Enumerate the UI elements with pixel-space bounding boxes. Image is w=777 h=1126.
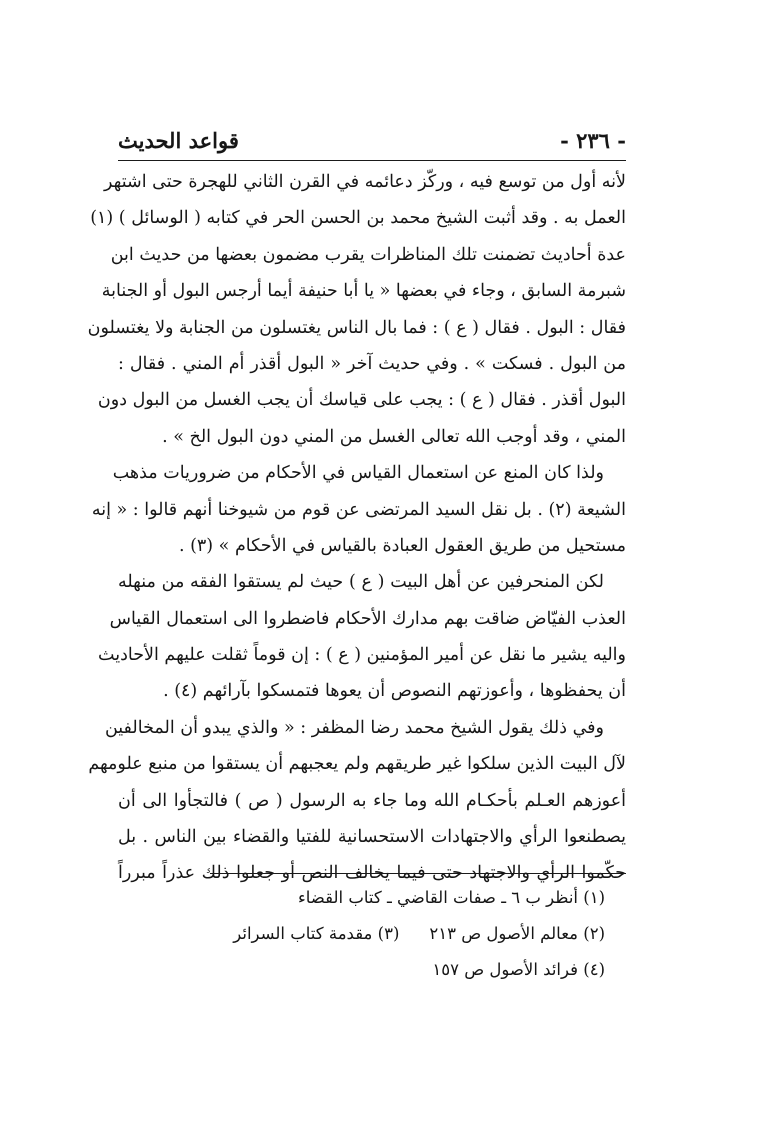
footnote-1: (١) أنظر ب ٦ ـ صفات القاضي ـ كتاب القضاء [298, 888, 605, 907]
footnote-3: (٣) مقدمة كتاب السرائر [233, 924, 400, 943]
text-line: لآل البيت الذين سلكوا غير طريقهم ولم يعجبهم أن يستقوا من منبع علومهم [88, 754, 626, 775]
footnote-4: (٤) فرائد الأصول ص ١٥٧ [432, 960, 605, 979]
text-line: أن يحفظوها ، وأعوزتهم النصوص أن يعوها فتمسكوا بآرائهم (٤) . [163, 681, 626, 702]
footnote-divider [210, 873, 626, 874]
text-line: من البول . فسكت » . وفي حديث آخر « البول أقذر أم المني . فقال : [118, 353, 626, 374]
text-line: المني ، وقد أوجب الله تعالى الغسل من المني دون البول الخ » . [162, 426, 626, 447]
page-number: - ٢٣٦ - [560, 128, 626, 153]
text-line: عدة أحاديث تضمنت تلك المناظرات يقرب مضمون بعضها من حديث ابن [110, 244, 626, 265]
text-line: أعوزهم العـلم بأحكـام الله وما جاء به الرسول ( ص ) فالتجأوا الى أن [118, 790, 626, 811]
text-line: فقال : البول . فقال ( ع ) : فما بال الناس يغتسلون من الجنابة ولا يغتسلون [87, 317, 626, 338]
text-line: حكّموا الرأي والاجتهاد حتى فيما يخالف النص أو جعلوا ذلك عذراً مبرراً [118, 863, 626, 884]
text-line: يصطنعوا الرأي والاجتهادات الاستحسانية للفتيا والقضاء بين الناس . بل [118, 827, 626, 848]
text-line: لأنه أول من توسع فيه ، وركّز دعائمه في القرن الثاني للهجرة حتى اشتهر [104, 172, 626, 192]
text-line: شبرمة السابق ، وجاء في بعضها « يا أبا حنيفة أيما أرجس البول أو الجنابة [101, 281, 626, 302]
footnotes [200, 880, 605, 988]
text-line: العذب الفيّاض ضاقت بهم مدارك الأحكام فاضطروا الى استعمال القياس [109, 608, 626, 629]
footnote-2: (٢) معالم الأصول ص ٢١٣ [429, 924, 605, 943]
page-header [118, 120, 626, 161]
text-line: البول أقذر . فقال ( ع ) : يجب على قياسك أن يجب الغسل من البول دون [97, 390, 626, 411]
footnote-row-2-3 [200, 916, 605, 952]
main-text [87, 164, 626, 892]
text-line: لكن المنحرفين عن أهل البيت ( ع ) حيث لم يستقوا الفقه من منهله [118, 572, 604, 593]
text-line: وفي ذلك يقول الشيخ محمد رضا المظفر : « والذي يبدو أن المخالفين [104, 717, 604, 738]
running-title: قواعد الحديث [118, 128, 239, 153]
text-line: العمل به . وقد أثبت الشيخ محمد بن الحسن الحر في كتابه ( الوسائل ) (١) [90, 208, 626, 229]
text-line: واليه يشير ما نقل عن أمير المؤمنين ( ع ) : إن قوماً ثقلت عليهم الأحاديث [98, 645, 626, 666]
text-line: الشيعة (٢) . بل نقل السيد المرتضى عن قوم من شيوخنا أنهم قالوا : « إنه [91, 499, 626, 520]
text-line: ولذا كان المنع عن استعمال القياس في الأحكام من ضروريات مذهب [112, 463, 604, 484]
text-line: مستحيل من طريق العقول العبادة بالقياس في الأحكام » (٣) . [178, 535, 626, 556]
